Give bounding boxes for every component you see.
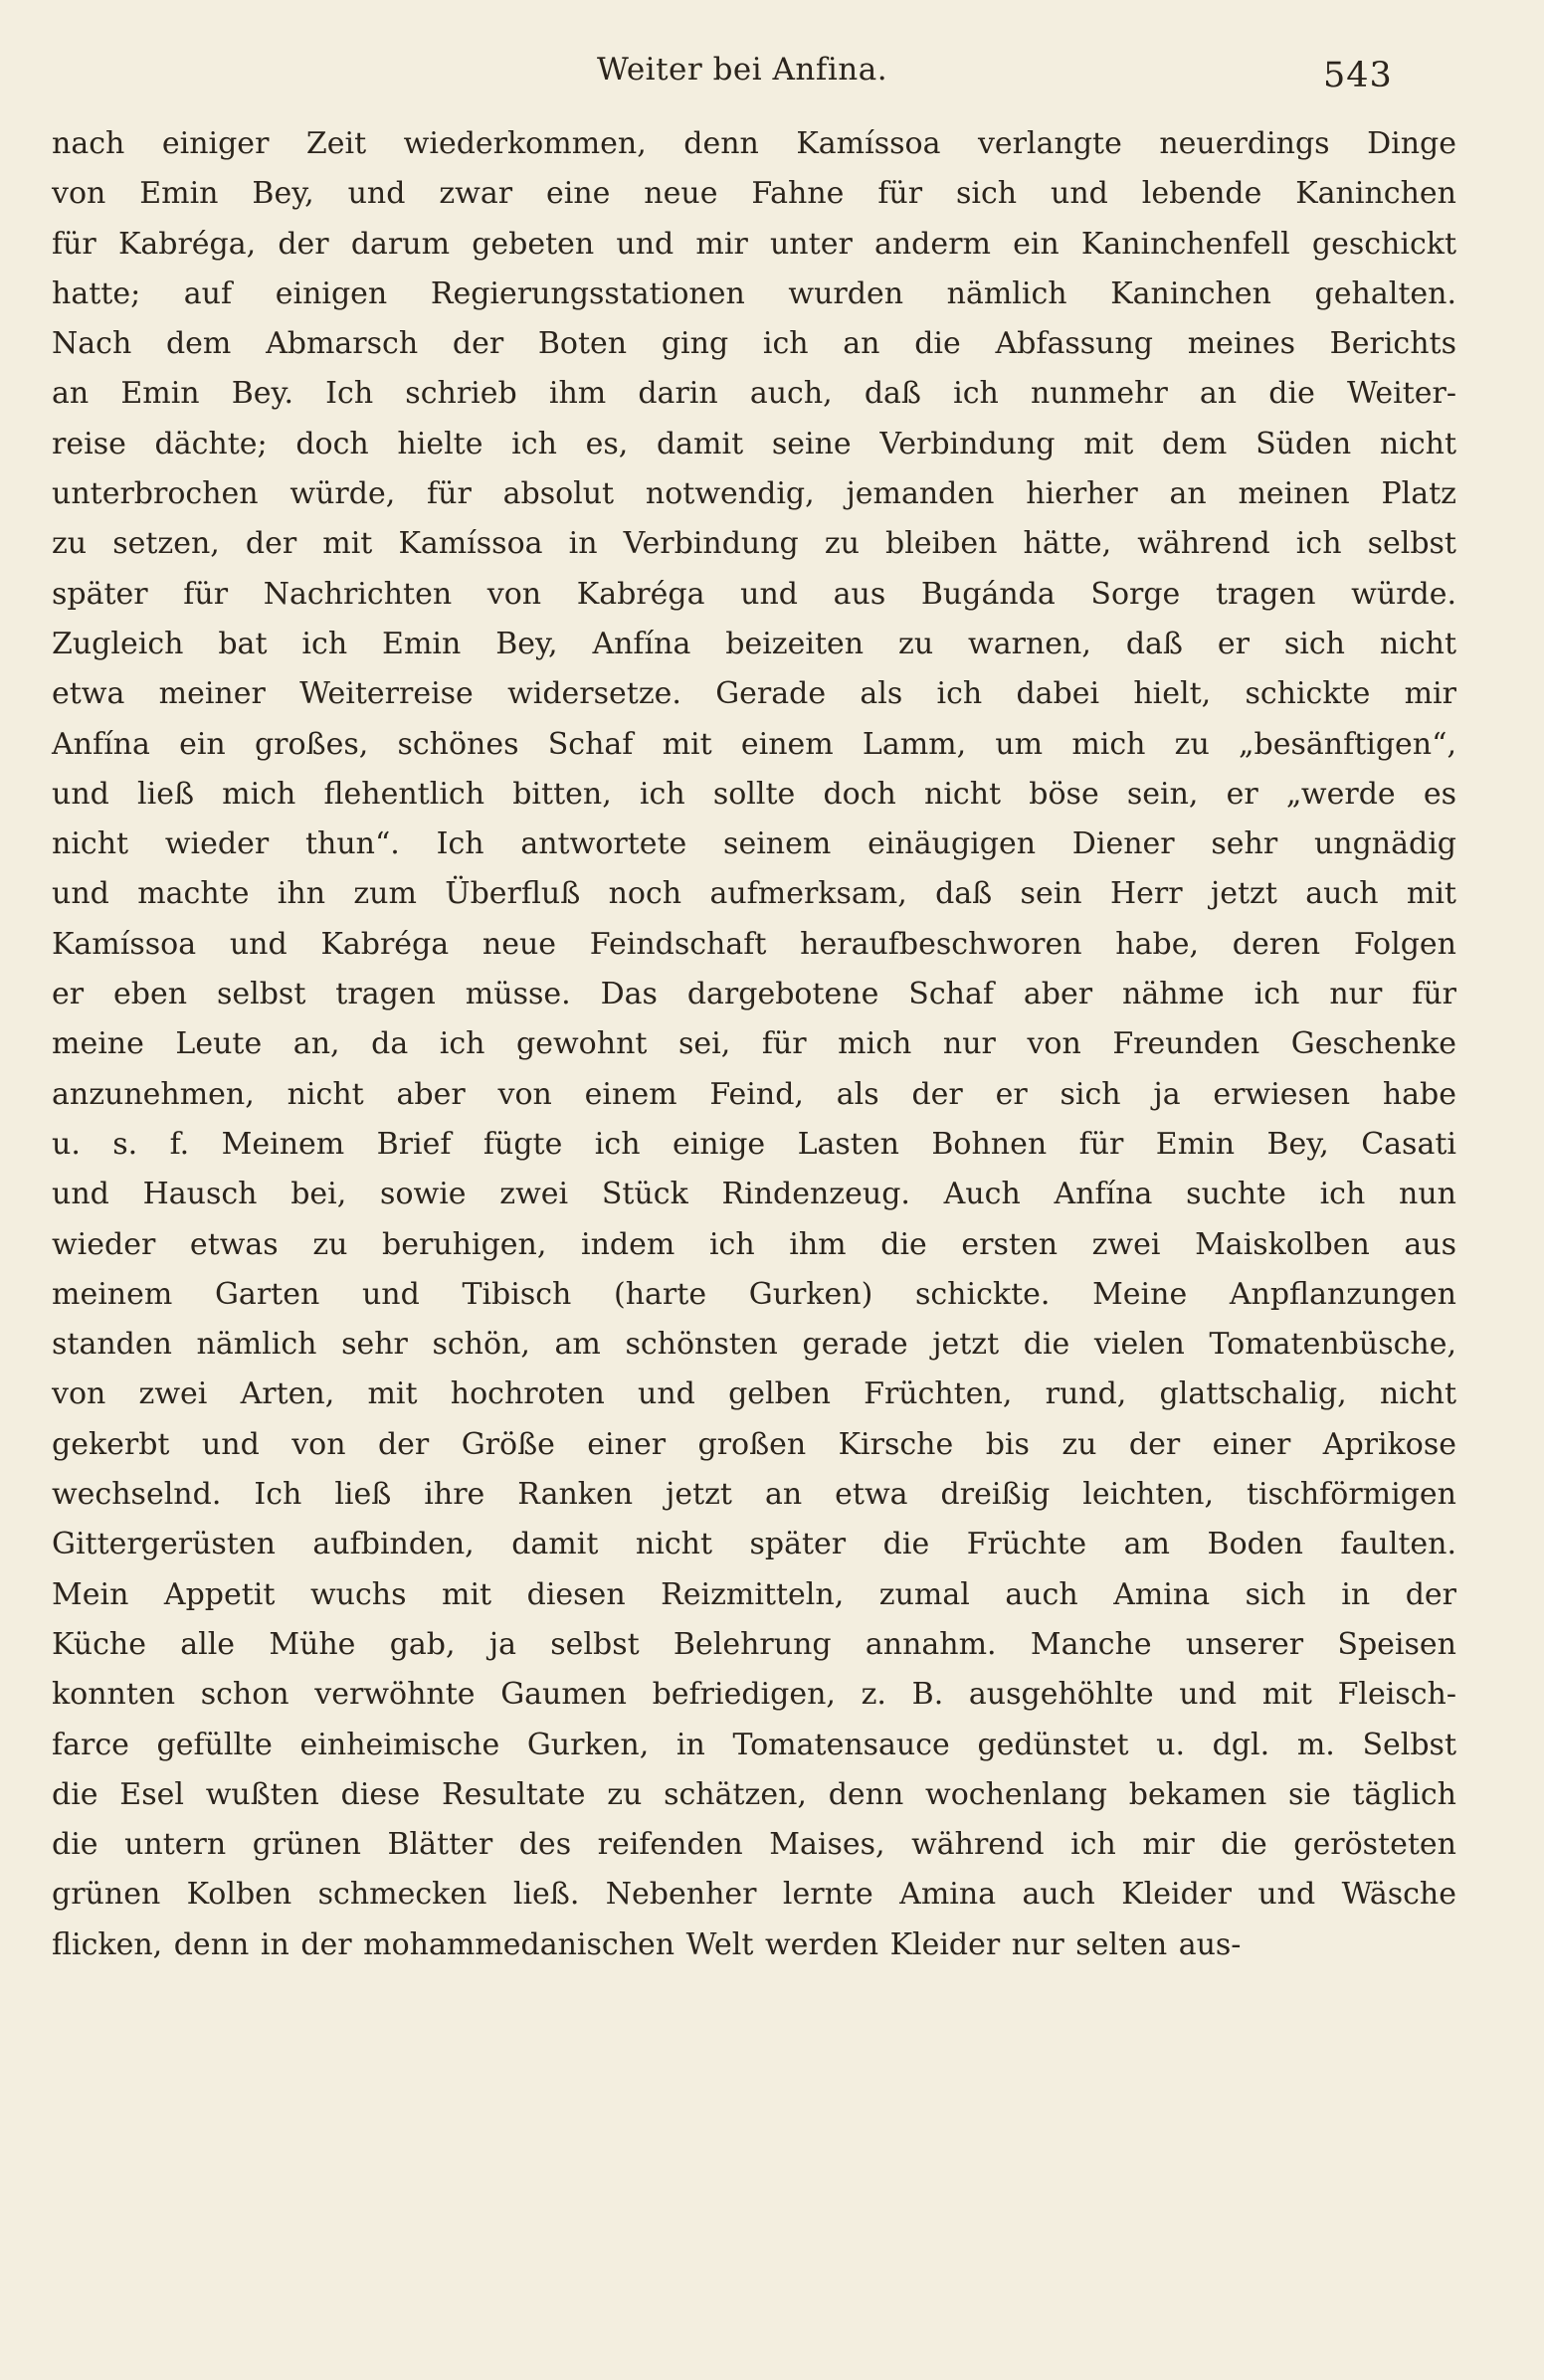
text-line: unterbrochen würde, für absolut notwendig, jemanden hierher an meinen Platz [52, 476, 1456, 512]
text-line: gekerbt und von der Größe einer großen Kirsche bis zu der einer Aprikose [52, 1426, 1456, 1462]
text-line: Zugleich bat ich Emin Bey, Anfína beizeiten zu warnen, daß er sich nicht [52, 626, 1456, 661]
text-line: und ließ mich flehentlich bitten, ich sollte doch nicht böse sein, er „werde es [52, 776, 1456, 812]
running-head: Weiter bei Anfina. [597, 52, 888, 88]
text-line: reise dächte; doch hielte ich es, damit seine Verbindung mit dem Süden nicht [52, 426, 1456, 461]
text-line: die Esel wußten diese Resultate zu schätzen, denn wochenlang bekamen sie täglich [52, 1776, 1456, 1812]
text-line: flicken, denn in der mohammedanischen Welt werden Kleider nur selten aus- [52, 1926, 1242, 1962]
text-line: nach einiger Zeit wiederkommen, denn Kamíssoa verlangte neuerdings Dinge [52, 126, 1456, 161]
text-line: meinem Garten und Tibisch (harte Gurken) schickte. Meine Anpflanzungen [52, 1276, 1456, 1312]
text-line: Anfína ein großes, schönes Schaf mit einem Lamm, um mich zu „besänftigen“, [52, 726, 1456, 762]
text-line: nicht wieder thun“. Ich antwortete seinem einäugigen Diener sehr ungnädig [52, 826, 1456, 862]
text-line: er eben selbst tragen müsse. Das dargebotene Schaf aber nähme ich nur für [52, 977, 1456, 1012]
text-line: Küche alle Mühe gab, ja selbst Belehrung annahm. Manche unserer Speisen [52, 1626, 1456, 1662]
text-line: von Emin Bey, und zwar eine neue Fahne für sich und lebende Kaninchen [52, 176, 1456, 212]
text-line: farce gefüllte einheimische Gurken, in Tomatensauce gedünstet u. dgl. m. Selbst [52, 1727, 1456, 1762]
text-line: Nach dem Abmarsch der Boten ging ich an die Abfassung meines Berichts [52, 326, 1456, 362]
text-line: meine Leute an, da ich gewohnt sei, für mich nur von Freunden Geschenke [52, 1026, 1456, 1062]
text-line: zu setzen, der mit Kamíssoa in Verbindung zu bleiben hätte, während ich selbst [52, 526, 1456, 562]
text-line: an Emin Bey. Ich schrieb ihm darin auch, daß ich nunmehr an die Weiter- [52, 376, 1456, 412]
text-line: die untern grünen Blätter des reifenden Maises, während ich mir die gerösteten [52, 1827, 1456, 1863]
page-number: 543 [1323, 56, 1393, 95]
text-line: etwa meiner Weiterreise widersetze. Gerade als ich dabei hielt, schickte mir [52, 676, 1456, 712]
text-line: Kamíssoa und Kabréga neue Feindschaft heraufbeschworen habe, deren Folgen [52, 926, 1456, 962]
text-line: und Hausch bei, sowie zwei Stück Rindenzeug. Auch Anfína suchte ich nun [52, 1177, 1456, 1212]
text-line: hatte; auf einigen Regierungsstationen wurden nämlich Kaninchen gehalten. [52, 275, 1456, 311]
text-line: Gittergerüsten aufbinden, damit nicht später die Früchte am Boden faulten. [52, 1527, 1456, 1562]
text-line: von zwei Arten, mit hochroten und gelben Früchten, rund, glattschalig, nicht [52, 1376, 1456, 1412]
text-line: u. s. f. Meinem Brief fügte ich einige Lasten Bohnen für Emin Bey, Casati [52, 1126, 1456, 1162]
text-line: und machte ihn zum Überfluß noch aufmerksam, daß sein Herr jetzt auch mit [52, 876, 1456, 912]
text-line: anzunehmen, nicht aber von einem Feind, als der er sich ja erwiesen habe [52, 1076, 1456, 1112]
text-line: Mein Appetit wuchs mit diesen Reizmitteln, zumal auch Amina sich in der [52, 1576, 1456, 1612]
text-line: konnten schon verwöhnte Gaumen befriedigen, z. B. ausgehöhlte und mit Fleisch- [52, 1677, 1456, 1713]
text-line: grünen Kolben schmecken ließ. Nebenher lernte Amina auch Kleider und Wäsche [52, 1877, 1456, 1913]
text-line: wechselnd. Ich ließ ihre Ranken jetzt an etwa dreißig leichten, tischförmigen [52, 1477, 1456, 1513]
text-line: für Kabréga, der darum gebeten und mir unter anderm ein Kaninchenfell geschickt [52, 226, 1456, 262]
text-line: später für Nachrichten von Kabréga und aus Bugánda Sorge tragen würde. [52, 576, 1456, 612]
text-line: standen nämlich sehr schön, am schönsten gerade jetzt die vielen Tomatenbüsche, [52, 1327, 1456, 1363]
text-line: wieder etwas zu beruhigen, indem ich ihm die ersten zwei Maiskolben aus [52, 1226, 1456, 1262]
body-text [52, 119, 1456, 1970]
